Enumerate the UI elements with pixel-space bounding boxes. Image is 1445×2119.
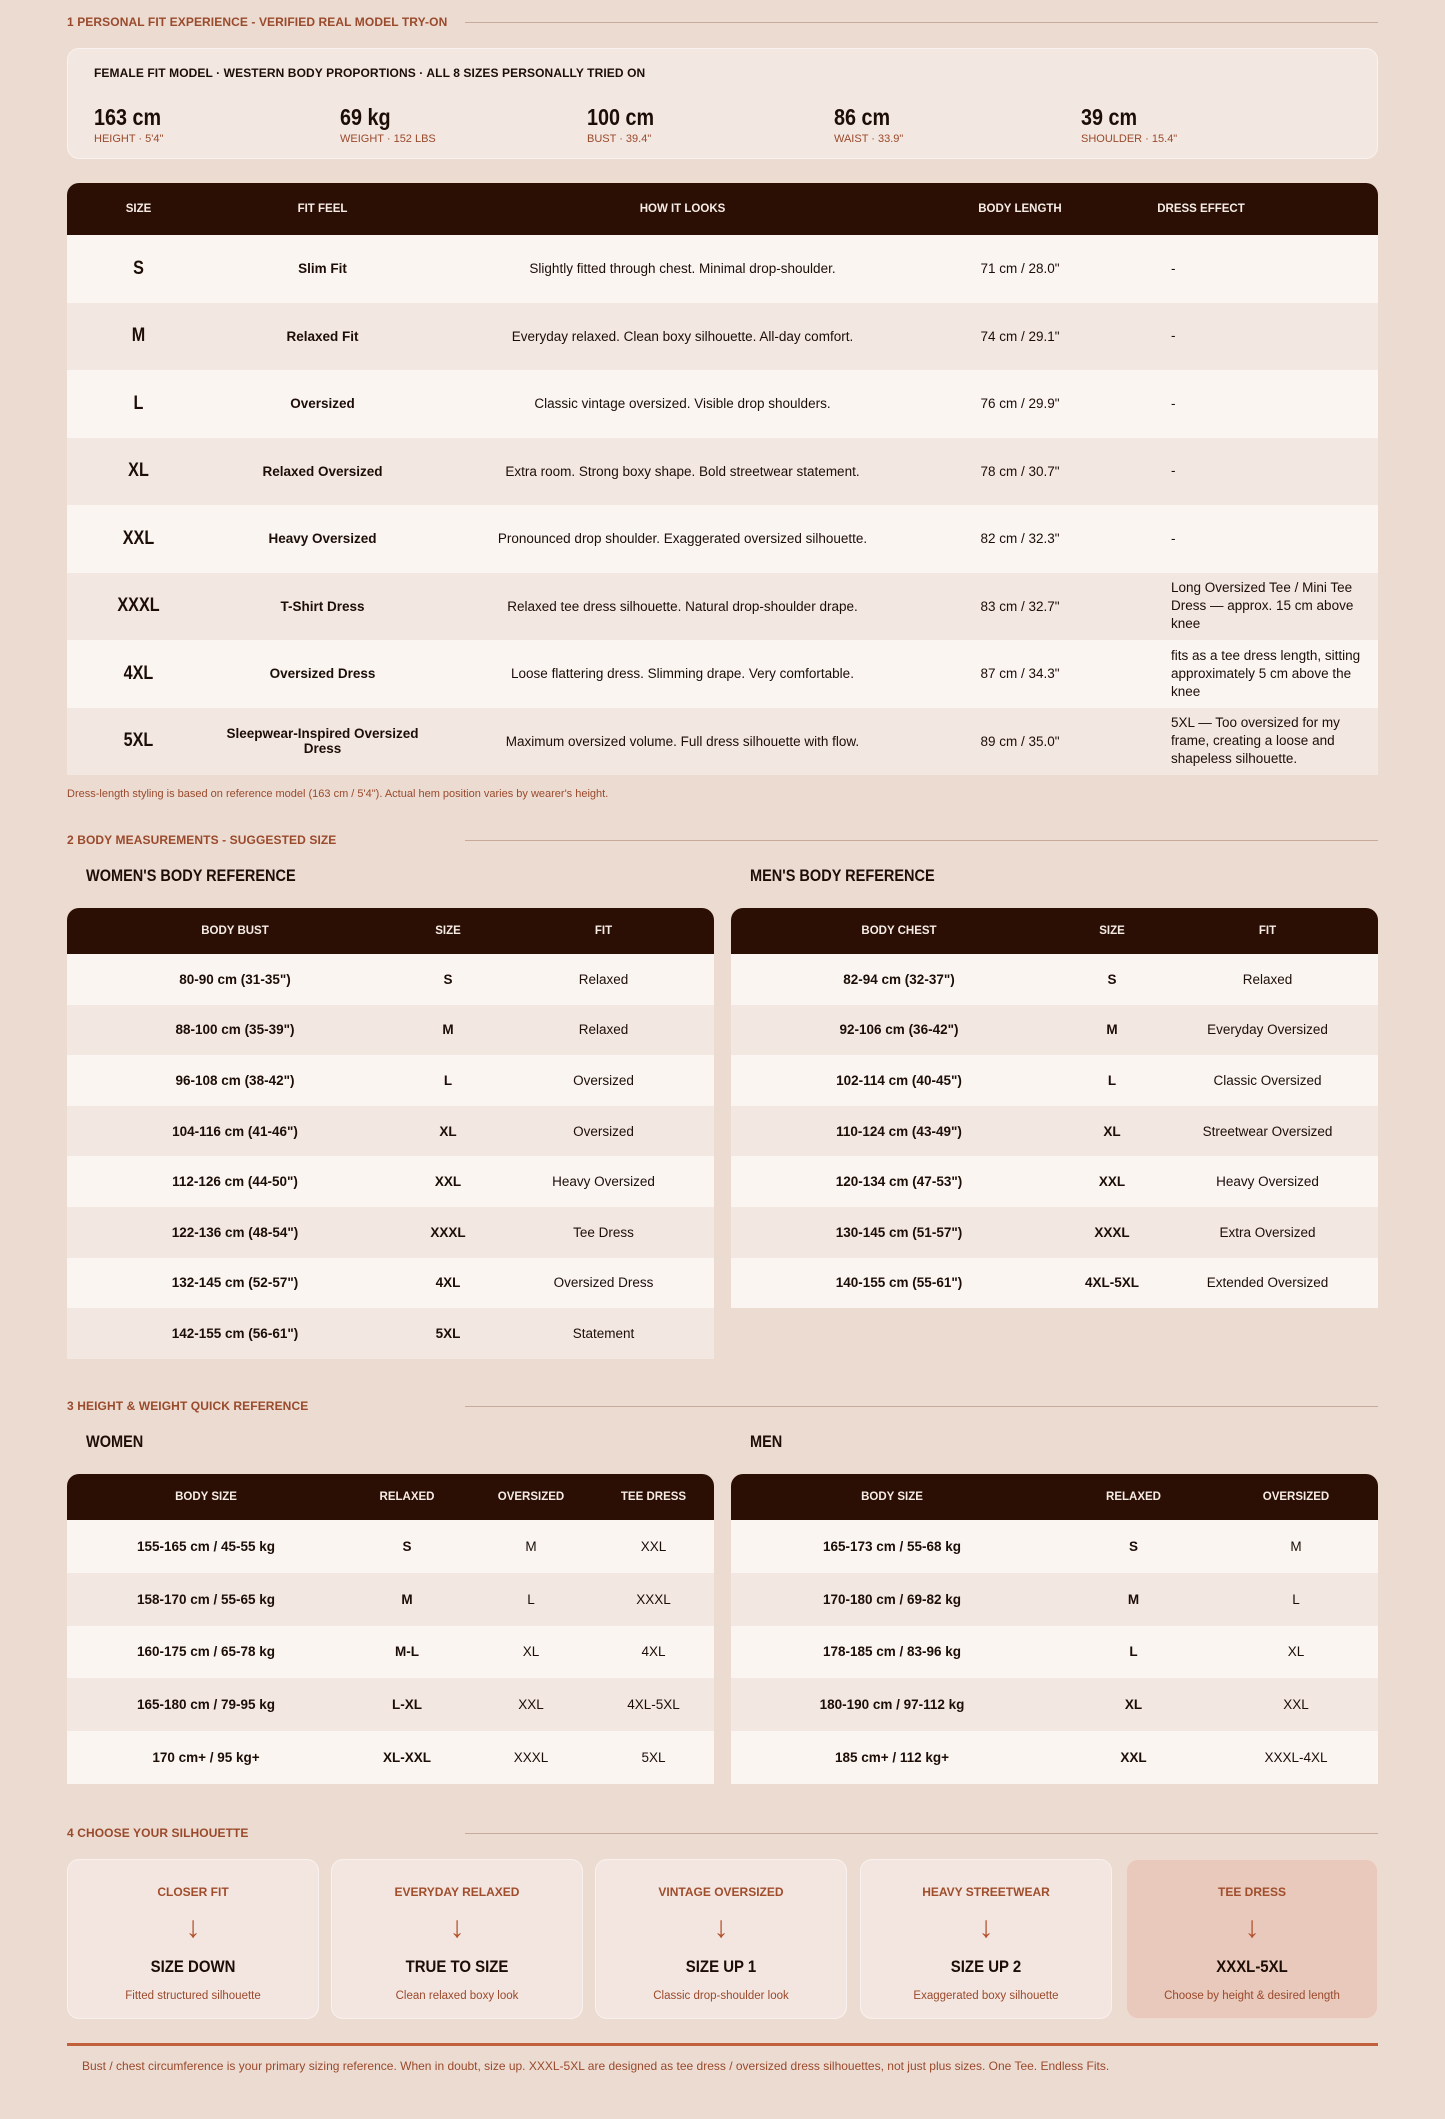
fit-cell: Classic Oversized (1213, 1072, 1322, 1088)
size-cell: L (133, 392, 144, 414)
metric-weight (340, 104, 436, 145)
dress-effect-cell: - (1171, 530, 1176, 546)
fit-cell: Relaxed (1242, 971, 1293, 987)
section-3-header (67, 1396, 1378, 1416)
col-header-fit-feel: FIT FEEL (297, 203, 348, 215)
oversized-cell: XL (522, 1644, 540, 1660)
body-size-cell: 170-180 cm / 69-82 kg (822, 1591, 962, 1607)
silhouette-card-closer-fit (67, 1859, 319, 2019)
measurement-cell: 96-108 cm (38-42") (175, 1072, 295, 1088)
fit-cell: Oversized (573, 1123, 634, 1139)
tee-dress-cell: 4XL-5XL (627, 1697, 680, 1713)
fit-feel-cell: Relaxed Fit (286, 328, 359, 344)
size-cell: 4XL (123, 662, 154, 684)
how-it-looks-cell: Classic vintage oversized. Visible drop shoulders. (534, 396, 831, 412)
section-1-title: 1 PERSONAL FIT EXPERIENCE - VERIFIED REAL MODEL TRY-ON (67, 15, 448, 29)
table-row (67, 1520, 714, 1573)
fit-feel-cell: Slim Fit (298, 261, 347, 277)
table-row (67, 1156, 714, 1207)
women-body-reference-title: WOMEN'S BODY REFERENCE (86, 867, 296, 885)
card-action: XXXL-5XL (1216, 1957, 1288, 1976)
measurement-cell: 92-106 cm (36-42") (839, 1022, 959, 1038)
women-quick-title: WOMEN (86, 1433, 144, 1451)
card-kicker: EVERYDAY RELAXED (394, 1885, 520, 1899)
body-length-cell: 89 cm / 35.0" (980, 733, 1060, 749)
relaxed-cell: XL-XXL (382, 1750, 431, 1766)
body-length-cell: 83 cm / 32.7" (980, 598, 1060, 614)
col-header-relaxed: RELAXED (379, 1491, 435, 1503)
metric-bust (587, 104, 665, 145)
table-row (67, 573, 1378, 641)
size-cell: XXL (122, 527, 155, 549)
relaxed-cell: L-XL (392, 1697, 422, 1713)
col-header-size: SIZE (125, 203, 152, 215)
oversized-cell: XL (1287, 1644, 1305, 1660)
silhouette-card-vintage-oversized (595, 1859, 847, 2019)
col-header-relaxed: RELAXED (1106, 1491, 1161, 1503)
size-cell: XXL (1098, 1174, 1126, 1190)
body-length-cell: 82 cm / 32.3" (980, 531, 1060, 547)
table-row (731, 1678, 1378, 1731)
women-quick-table-header (67, 1474, 714, 1520)
measurement-cell: 140-155 cm (55-61") (835, 1275, 963, 1291)
fit-feel-cell: Sleepwear-Inspired Oversized Dress (226, 726, 419, 757)
relaxed-cell: XXL (1120, 1750, 1147, 1766)
section-divider (465, 840, 1378, 841)
dress-effect-cell: 5XL — Too oversized for my frame, creating a loose and shapeless silhouette. (1171, 715, 1340, 767)
card-kicker: TEE DRESS (1217, 1885, 1286, 1899)
body-size-cell: 165-173 cm / 55-68 kg (822, 1538, 962, 1554)
measurement-cell: 122-136 cm (48-54") (171, 1224, 299, 1240)
col-header-size: SIZE (1099, 925, 1125, 937)
relaxed-cell: M (1127, 1591, 1140, 1607)
fit-cell: Oversized Dress (553, 1275, 654, 1291)
size-cell: XXXL (430, 1224, 466, 1240)
measurement-cell: 130-145 cm (51-57") (835, 1224, 963, 1240)
metric-height (94, 104, 172, 145)
body-size-cell: 165-180 cm / 79-95 kg (136, 1697, 276, 1713)
footer-divider (67, 2043, 1378, 2046)
col-header-body-size: BODY SIZE (175, 1491, 237, 1503)
table-row (67, 1626, 714, 1679)
col-header-fit: FIT (1258, 925, 1277, 937)
fit-cell: Everyday Oversized (1207, 1022, 1328, 1038)
relaxed-cell: L (1129, 1644, 1138, 1660)
fit-table-header (67, 183, 1378, 235)
silhouette-card-tee-dress (1126, 1859, 1378, 2019)
size-cell: XXL (434, 1174, 462, 1190)
table-row (67, 438, 1378, 506)
metric-value: 100 cm (587, 104, 655, 130)
fit-cell: Relaxed (578, 971, 629, 987)
table-row (67, 954, 714, 1005)
tee-dress-cell: 4XL (641, 1644, 666, 1660)
card-kicker: HEAVY STREETWEAR (922, 1885, 1050, 1899)
body-size-cell: 160-175 cm / 65-78 kg (136, 1644, 276, 1660)
arrow-down-icon: ↓ (449, 1911, 465, 1944)
table-row (67, 640, 1378, 708)
col-header-oversized: OVERSIZED (497, 1491, 565, 1503)
table-row (731, 1106, 1378, 1157)
size-cell: XXXL (117, 595, 160, 617)
measurement-cell: 110-124 cm (43-49") (836, 1123, 962, 1139)
size-cell: 5XL (435, 1325, 461, 1341)
metric-value: 69 kg (340, 104, 391, 130)
metric-value: 163 cm (94, 104, 162, 130)
body-length-cell: 87 cm / 34.3" (980, 666, 1060, 682)
dress-effect-cell: - (1171, 260, 1176, 276)
measurement-cell: 102-114 cm (40-45") (836, 1072, 962, 1088)
oversized-cell: M (1290, 1538, 1302, 1554)
table-row (67, 1308, 714, 1359)
size-cell: S (133, 257, 144, 279)
table-row (67, 370, 1378, 438)
how-it-looks-cell: Everyday relaxed. Clean boxy silhouette. All-day comfort. (511, 328, 854, 344)
table-row (67, 708, 1378, 776)
oversized-cell: L (527, 1591, 535, 1607)
size-cell: S (1107, 971, 1117, 987)
dress-length-note: Dress-length styling is based on reference model (163 cm / 5'4"). Actual hem position varies by wearer's height. (67, 788, 609, 800)
how-it-looks-cell: Loose flattering dress. Slimming drape. Very comfortable. (511, 666, 854, 682)
tee-dress-cell: XXL (640, 1538, 667, 1554)
table-row (731, 954, 1378, 1005)
table-row (731, 1626, 1378, 1679)
fit-cell: Tee Dress (573, 1224, 634, 1240)
size-cell: XXXL (1094, 1224, 1130, 1240)
how-it-looks-cell: Extra room. Strong boxy shape. Bold streetwear statement. (505, 463, 860, 479)
table-row (731, 1573, 1378, 1626)
relaxed-cell: XL (1124, 1697, 1143, 1713)
body-size-cell: 170 cm+ / 95 kg+ (152, 1750, 260, 1766)
dress-effect-cell: - (1171, 463, 1176, 479)
oversized-cell: L (1292, 1591, 1300, 1607)
card-description: Clean relaxed boxy look (395, 1990, 519, 2002)
men-quick-table-header (731, 1474, 1378, 1520)
card-action: SIZE DOWN (150, 1957, 236, 1976)
table-row (67, 1055, 714, 1106)
section-divider (465, 1406, 1378, 1407)
how-it-looks-cell: Slightly fitted through chest. Minimal drop-shoulder. (529, 261, 836, 277)
fit-cell: Relaxed (578, 1022, 629, 1038)
body-size-cell: 180-190 cm / 97-112 kg (819, 1697, 965, 1713)
how-it-looks-cell: Pronounced drop shoulder. Exaggerated oversized silhouette. (497, 531, 868, 547)
how-it-looks-cell: Relaxed tee dress silhouette. Natural drop-shoulder drape. (507, 598, 858, 614)
arrow-down-icon: ↓ (185, 1911, 201, 1944)
fit-feel-cell: T-Shirt Dress (280, 598, 365, 614)
metric-value: 39 cm (1081, 104, 1138, 130)
fit-cell: Heavy Oversized (1216, 1174, 1319, 1190)
measurement-cell: 104-116 cm (41-46") (172, 1123, 298, 1139)
card-description: Exaggerated boxy silhouette (913, 1990, 1059, 2002)
body-length-cell: 74 cm / 29.1" (980, 328, 1060, 344)
silhouette-card-everyday-relaxed (331, 1859, 583, 2019)
size-cell: 5XL (123, 730, 154, 752)
fit-cell: Statement (572, 1325, 635, 1341)
metric-label: SHOULDER · 15.4" (1081, 133, 1178, 145)
fit-cell: Extended Oversized (1206, 1275, 1329, 1291)
metric-waist (834, 104, 903, 145)
oversized-cell: XXL (1283, 1697, 1309, 1713)
card-kicker: CLOSER FIT (157, 1885, 229, 1899)
col-header-body-bust: BODY BUST (201, 925, 269, 937)
oversized-cell: XXXL (513, 1750, 549, 1766)
col-header-size: SIZE (435, 925, 461, 937)
table-row (67, 1731, 714, 1784)
col-header-body-size: BODY SIZE (861, 1491, 923, 1503)
card-description: Fitted structured silhouette (125, 1990, 261, 2002)
size-cell: 4XL (435, 1275, 461, 1291)
body-length-cell: 78 cm / 30.7" (980, 463, 1060, 479)
card-action: SIZE UP 2 (950, 1957, 1022, 1976)
table-row (731, 1156, 1378, 1207)
card-action: SIZE UP 1 (685, 1957, 757, 1976)
size-cell: M (1106, 1022, 1118, 1038)
card-description: Classic drop-shoulder look (653, 1990, 789, 2002)
section-divider (465, 1833, 1378, 1834)
metric-label: WEIGHT · 152 LBS (340, 133, 436, 145)
relaxed-cell: M (401, 1591, 413, 1607)
size-cell: XL (1103, 1123, 1121, 1139)
measurement-cell: 88-100 cm (35-39") (175, 1022, 295, 1038)
fit-feel-cell: Relaxed Oversized (262, 463, 383, 479)
body-size-cell: 155-165 cm / 45-55 kg (136, 1538, 276, 1554)
metric-value: 86 cm (834, 104, 891, 130)
table-row (67, 303, 1378, 371)
measurement-cell: 132-145 cm (52-57") (171, 1275, 299, 1291)
col-header-body-length: BODY LENGTH (978, 203, 1062, 215)
table-row (731, 1258, 1378, 1309)
fit-cell: Extra Oversized (1219, 1224, 1316, 1240)
fit-feel-cell: Oversized (290, 396, 355, 412)
table-row (67, 235, 1378, 303)
table-row (731, 1005, 1378, 1056)
measurement-cell: 142-155 cm (56-61") (171, 1325, 299, 1341)
men-chest-table-header (731, 908, 1378, 954)
metric-shoulder (1081, 104, 1177, 145)
card-action: TRUE TO SIZE (405, 1957, 509, 1976)
body-size-cell: 158-170 cm / 55-65 kg (136, 1591, 276, 1607)
measurement-cell: 120-134 cm (47-53") (835, 1174, 963, 1190)
section-2-title: 2 BODY MEASUREMENTS - SUGGESTED SIZE (67, 833, 337, 847)
table-row (67, 1106, 714, 1157)
table-row (67, 1005, 714, 1056)
col-header-oversized: OVERSIZED (1262, 1491, 1330, 1503)
section-4-header (67, 1823, 1378, 1843)
table-row (67, 1573, 714, 1626)
women-bust-table-header (67, 908, 714, 954)
table-row (731, 1520, 1378, 1573)
fit-feel-cell: Oversized Dress (269, 666, 376, 682)
col-header-how-it-looks: HOW IT LOOKS (639, 203, 726, 215)
table-row (731, 1207, 1378, 1258)
table-row (67, 1258, 714, 1309)
section-3-title: 3 HEIGHT & WEIGHT QUICK REFERENCE (67, 1399, 309, 1413)
metric-label: WAIST · 33.9" (834, 133, 904, 145)
size-cell: XL (439, 1123, 457, 1139)
tee-dress-cell: XXXL (636, 1591, 671, 1607)
col-header-fit: FIT (594, 925, 613, 937)
section-2-header (67, 830, 1378, 850)
col-header-dress-effect: DRESS EFFECT (1157, 203, 1245, 215)
oversized-cell: XXXL-4XL (1264, 1750, 1328, 1766)
measurement-cell: 112-126 cm (44-50") (172, 1174, 298, 1190)
fit-cell: Heavy Oversized (552, 1174, 655, 1190)
dress-effect-cell: fits as a tee dress length, sitting approximately 5 cm above the knee (1171, 647, 1361, 699)
metric-label: HEIGHT · 5'4" (94, 133, 164, 145)
dress-effect-cell: - (1171, 395, 1176, 411)
body-length-cell: 76 cm / 29.9" (980, 396, 1060, 412)
oversized-cell: XXL (518, 1697, 544, 1713)
col-header-body-chest: BODY CHEST (861, 925, 937, 937)
how-it-looks-cell: Maximum oversized volume. Full dress silhouette with flow. (505, 733, 860, 749)
table-row (731, 1731, 1378, 1784)
fit-model-title: FEMALE FIT MODEL · WESTERN BODY PROPORTIONS · ALL 8 SIZES PERSONALLY TRIED ON (94, 66, 646, 80)
section-4-title: 4 CHOOSE YOUR SILHOUETTE (67, 1826, 249, 1840)
section-divider (465, 22, 1378, 23)
arrow-down-icon: ↓ (1244, 1911, 1260, 1944)
table-row (731, 1055, 1378, 1106)
dress-effect-cell: - (1171, 328, 1176, 344)
size-cell: XL (128, 460, 149, 482)
table-row (67, 505, 1378, 573)
body-size-cell: 178-185 cm / 83-96 kg (822, 1644, 962, 1660)
footer-note: Bust / chest circumference is your primary sizing reference. When in doubt, size up. XXXL-5XL are designed as tee dress / oversized dress silhouettes, not just plus sizes. One Tee. Endless Fits. (82, 2059, 1110, 2073)
size-cell: M (442, 1022, 454, 1038)
tee-dress-cell: 5XL (641, 1750, 666, 1766)
card-description: Choose by height & desired length (1164, 1990, 1340, 2002)
size-cell: L (1107, 1072, 1117, 1088)
dress-effect-cell: Long Oversized Tee / Mini Tee Dress — approx. 15 cm above knee (1171, 580, 1354, 632)
body-size-cell: 185 cm+ / 112 kg+ (834, 1750, 950, 1766)
fit-feel-cell: Heavy Oversized (268, 531, 377, 547)
fit-cell: Oversized (573, 1072, 634, 1088)
fit-model-card (67, 48, 1378, 159)
table-row (67, 1678, 714, 1731)
section-1-header (67, 12, 1378, 32)
relaxed-cell: S (402, 1538, 412, 1554)
men-body-reference-title: MEN'S BODY REFERENCE (750, 867, 935, 885)
body-length-cell: 71 cm / 28.0" (980, 261, 1060, 277)
size-cell: M (131, 325, 146, 347)
men-quick-title: MEN (750, 1433, 783, 1451)
measurement-cell: 82-94 cm (32-37") (843, 971, 955, 987)
silhouette-card-heavy-streetwear (860, 1859, 1112, 2019)
arrow-down-icon: ↓ (713, 1911, 729, 1944)
oversized-cell: M (525, 1538, 537, 1554)
fit-cell: Streetwear Oversized (1202, 1123, 1333, 1139)
size-cell: L (443, 1072, 453, 1088)
arrow-down-icon: ↓ (978, 1911, 994, 1944)
size-cell: S (443, 971, 453, 987)
relaxed-cell: S (1128, 1538, 1138, 1554)
measurement-cell: 80-90 cm (31-35") (179, 971, 291, 987)
size-cell: 4XL-5XL (1084, 1275, 1139, 1291)
card-kicker: VINTAGE OVERSIZED (658, 1885, 784, 1899)
col-header-tee-dress: TEE DRESS (620, 1491, 687, 1503)
metric-label: BUST · 39.4" (587, 133, 652, 145)
relaxed-cell: M-L (395, 1644, 419, 1660)
table-row (67, 1207, 714, 1258)
